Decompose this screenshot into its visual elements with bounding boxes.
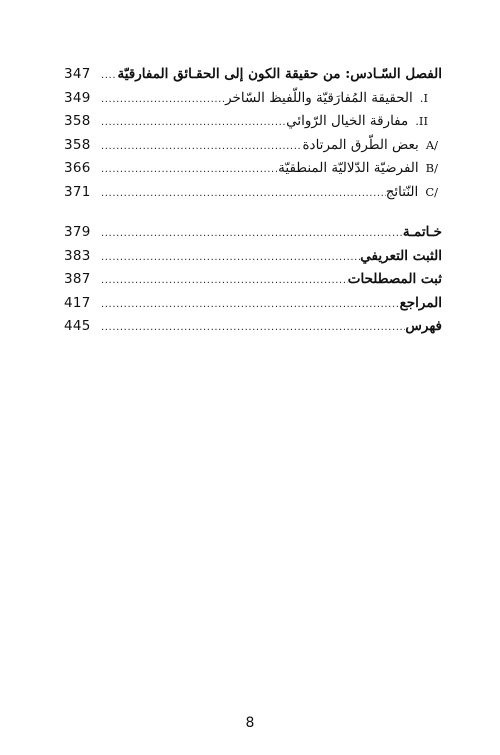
backmatter-title: فهرس	[405, 318, 442, 334]
backmatter-title: خـاتمـة	[402, 224, 442, 240]
toc-backmatter-row	[64, 318, 442, 342]
subsection-marker: B/	[425, 161, 438, 175]
toc-section-row	[64, 113, 442, 137]
leader-dots	[98, 164, 278, 175]
leader-dots	[98, 299, 400, 310]
subsection-title: النّتائج	[385, 183, 419, 200]
page-ref: 387	[64, 271, 91, 287]
subsection-title: بعض الطّرق المرتادة	[302, 136, 419, 153]
leader-dots	[98, 70, 117, 81]
subsection-marker: A/	[425, 137, 438, 152]
leader-dots	[98, 322, 405, 333]
backmatter-title: ثبت المصطلحات	[347, 271, 442, 287]
table-of-contents	[64, 66, 442, 342]
page-ref: 347	[64, 66, 91, 82]
subsection-entry	[278, 160, 438, 176]
section-title: الحقيقة المُفارَقيّة واللّفيظ السّاخر	[225, 89, 413, 106]
toc-backmatter-row	[64, 271, 442, 295]
page-ref: 358	[64, 136, 91, 153]
section-title: مفارقة الخيال الرّوائي	[286, 113, 409, 129]
page-ref: 358	[64, 113, 91, 129]
leader-dots	[98, 117, 286, 128]
page-ref: 371	[64, 183, 91, 200]
backmatter-title: الثبت التعريفي	[360, 247, 442, 264]
toc-backmatter-row	[64, 224, 442, 248]
section-entry	[286, 113, 428, 129]
leader-dots	[98, 94, 225, 105]
backmatter-title: المراجع	[399, 294, 442, 311]
leader-dots	[98, 141, 302, 152]
leader-dots	[98, 252, 360, 263]
toc-section-row	[64, 90, 442, 114]
page-ref: 366	[64, 160, 91, 176]
chapter-title: الفصل السّـادس: من حقيقة الكون إلى الحقـائق المفارقيّة	[117, 66, 442, 82]
page-number: 8	[245, 715, 255, 731]
section-marker: .II	[415, 114, 428, 128]
page-ref: 349	[64, 89, 91, 106]
leader-dots	[98, 275, 348, 286]
toc-backmatter-row	[64, 295, 442, 319]
toc-chapter-row	[64, 66, 442, 90]
subsection-marker: C/	[425, 184, 438, 199]
section-entry	[225, 90, 428, 106]
subsection-title: الفرضيّة الدّلاليّة المنطقيّة	[278, 160, 419, 176]
toc-subsection-row	[64, 184, 442, 208]
section-marker: .I	[419, 90, 428, 105]
subsection-entry	[386, 184, 438, 200]
toc-backmatter-row	[64, 248, 442, 272]
toc-subsection-row	[64, 160, 442, 184]
leader-dots	[98, 188, 386, 199]
toc-subsection-row	[64, 137, 442, 161]
leader-dots	[98, 228, 403, 239]
page-ref: 383	[64, 247, 91, 264]
page-ref: 445	[64, 318, 91, 334]
page-ref: 417	[64, 294, 91, 311]
subsection-entry	[302, 137, 438, 153]
page-ref: 379	[64, 224, 91, 240]
